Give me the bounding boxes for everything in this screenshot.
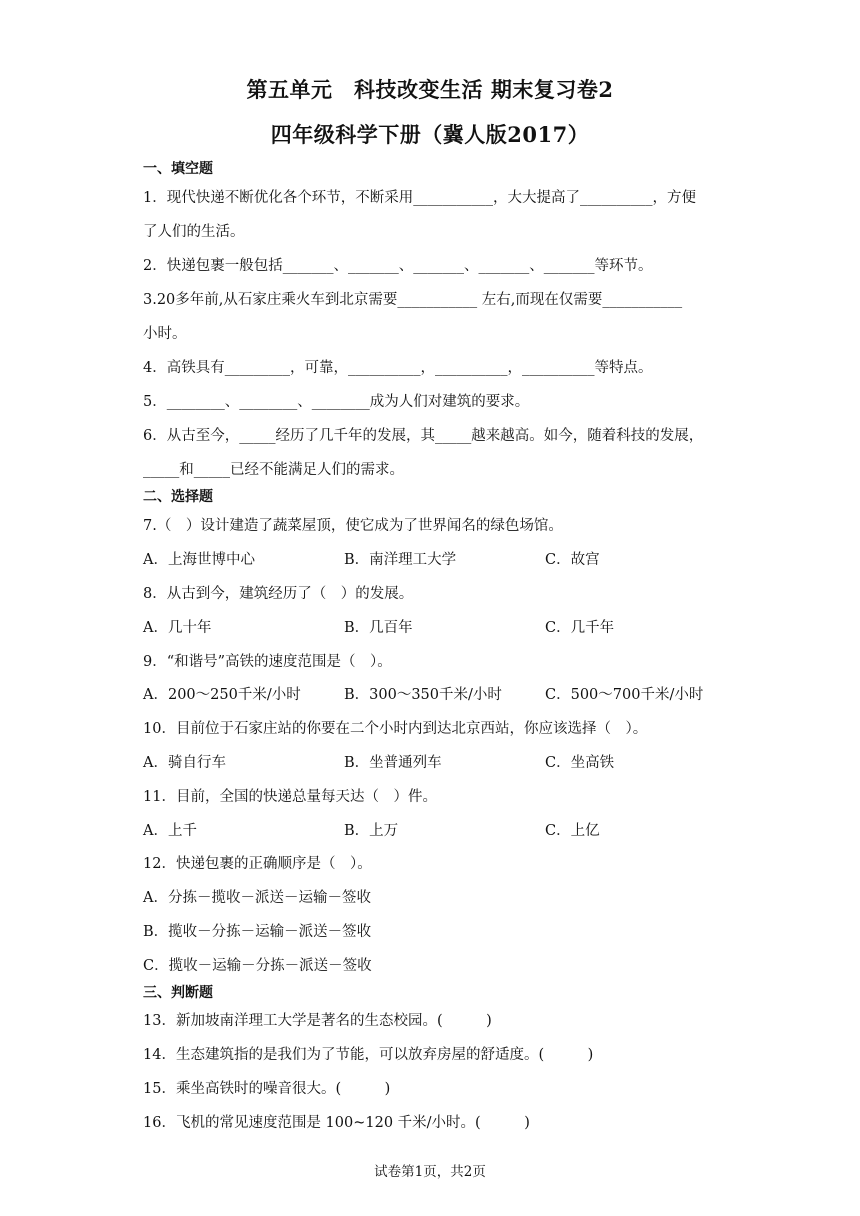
question-10-option-b: B．坐普通列车 [344,755,442,771]
question-11: 11．目前，全国的快递总量每天达（ ）件。 [143,789,437,805]
question-6-line-1: 6．从古至今，_____经历了几千年的发展，其_____越来越高。如今，随着科技的发展， [143,428,704,444]
question-9-option-a: A．200～250千米/小时 [143,687,301,703]
exam-title: 第五单元 科技改变生活 期末复习卷2 [246,77,614,102]
question-9-option-b: B．300～350千米/小时 [344,687,502,703]
question-9: 9．“和谐号”高铁的速度范围是（ ）。 [143,654,392,670]
page-footer: 试卷第1页，共2页 [374,1164,486,1180]
question-3-line-1: 3.20多年前,从石家庄乘火车到北京需要___________ 左右,而现在仅需要___________ [143,292,683,308]
question-12-option-c: C．揽收－运输－分拣－派送－签收 [143,958,372,974]
question-10-option-c: C．坐高铁 [545,755,615,771]
question-4: 4．高铁具有_________，可靠，__________，__________，__________等特点。 [143,360,653,376]
question-14: 14．生态建筑指的是我们为了节能，可以放弃房屋的舒适度。( ) [143,1047,594,1063]
question-11-option-b: B．上万 [344,823,399,839]
question-11-option-a: A．上千 [143,823,197,839]
question-3-line-2: 小时。 [143,326,187,342]
question-1-line-1: 1．现代快递不断优化各个环节，不断采用___________，大大提高了__________，方便 [143,190,696,206]
question-1-line-2: 了人们的生活。 [143,224,245,240]
question-2: 2．快递包裹一般包括_______、_______、_______、_______、_______等环节。 [143,258,653,274]
question-7-option-c: C．故宫 [545,552,600,568]
question-12: 12．快递包裹的正确顺序是（ ）。 [143,856,372,872]
question-9-option-c: C．500～700千米/小时 [545,687,704,703]
question-8-option-a: A．几十年 [143,620,212,636]
question-16: 16．飞机的常见速度范围是 100~120 千米/小时。( ) [143,1115,530,1131]
question-8-option-b: B．几百年 [344,620,413,636]
section-heading-multiple-choice: 二、选择题 [143,489,213,505]
question-7: 7.（ ）设计建造了蔬菜屋顶，使它成为了世界闻名的绿色场馆。 [143,518,563,534]
question-15: 15．乘坐高铁时的噪音很大。( ) [143,1081,391,1097]
question-5: 5．________、________、________成为人们对建筑的要求。 [143,394,530,410]
question-12-option-a: A．分拣－揽收－派送－运输－签收 [143,890,371,906]
question-8-option-c: C．几千年 [545,620,615,636]
section-heading-fill-blank: 一、填空题 [143,161,213,177]
question-10-option-a: A．骑自行车 [143,755,226,771]
question-12-option-b: B．揽收－分拣－运输－派送－签收 [143,924,372,940]
question-10: 10．目前位于石家庄站的你要在二个小时内到达北京西站，你应该选择（ ）。 [143,721,648,737]
exam-subtitle: 四年级科学下册（冀人版2017） [270,122,590,147]
question-11-option-c: C．上亿 [545,823,600,839]
question-13: 13．新加坡南洋理工大学是著名的生态校园。( ) [143,1013,492,1029]
question-6-line-2: _____和_____已经不能满足人们的需求。 [143,462,404,478]
question-8: 8．从古到今，建筑经历了（ ）的发展。 [143,586,414,602]
question-7-option-b: B．南洋理工大学 [344,552,457,568]
section-heading-true-false: 三、判断题 [143,985,213,1001]
question-7-option-a: A．上海世博中心 [143,552,255,568]
